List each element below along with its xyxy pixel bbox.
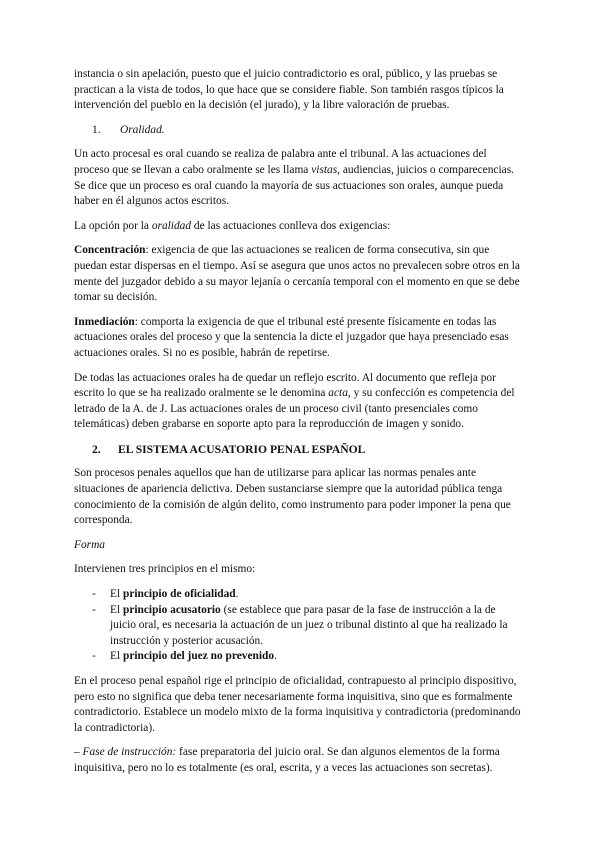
bullet-dash: -	[92, 588, 96, 601]
emphasis: – Fase de instrucción:	[74, 746, 177, 759]
emphasis: vistas	[311, 163, 338, 176]
emphasis: oralidad	[151, 219, 192, 232]
paragraph-procesos-penales: Son procesos penales aquellos que han de utilizarse para aplicar las normas penales ante situaciones de apariencia delictiva. Deben sustanciarse siempre que la autoridad pública tenga conocimiento de la comisión de algún delito, como instrumento para poder imponer la pena que corresponda.	[74, 467, 511, 527]
list-item	[74, 587, 524, 603]
heading-sistema-acusatorio	[74, 442, 524, 458]
list-item-text	[110, 603, 524, 650]
bullet-dash: -	[92, 650, 96, 663]
heading-oralidad	[74, 123, 524, 139]
text-run: : comporta la exigencia de que el tribunal esté presente físicamente en todas las actuaciones orales del proceso y que la sentencia la dicte el juzgador que haya presenciado esas actuaciones orales. Si no es posible, habrán de repetirse.	[74, 315, 509, 359]
list-item	[74, 603, 524, 650]
paragraph-opcion	[74, 219, 524, 235]
paragraph-principios: Intervienen tres principios en el mismo:	[74, 563, 256, 576]
text-run: La opción por la	[74, 219, 152, 232]
term-bold: principio de oficialidad	[122, 588, 236, 601]
heading-text: Oralidad.	[120, 123, 165, 136]
text-run: Un acto procesal es oral cuando se realiza de palabra ante el tribunal. A las actuaciones del proceso que se llevan a cabo oralmente se les llama	[74, 148, 487, 176]
text-run: , y su confección es competencia del letrado de la A. de J. Las actuaciones orales de un proceso civil (tanto presenciales como telemáticas) deben grabarse en soporte apto para la reproducción de imagen y sonido.	[74, 387, 515, 431]
paragraph-forma	[74, 538, 524, 554]
emphasis: Forma	[74, 538, 106, 551]
term-bold: Inmediación	[74, 315, 135, 328]
text-run: : exigencia de que las actuaciones se realicen de forma consecutiva, sin que puedan estar dispersas en el tiempo. Así se asegura que unos actos no prevalecen sobre otros en la mente del juzgador debido a su mayor lejanía o cercanía temporal con el momento en que se debe tomar su decisión.	[74, 244, 520, 304]
emphasis: acta	[328, 387, 348, 400]
paragraph-acto-oral	[74, 147, 524, 209]
text-run: .	[274, 650, 277, 663]
paragraph-inmediacion	[74, 315, 524, 362]
paragraph-concentracion	[74, 243, 524, 305]
text-run: .	[235, 588, 239, 601]
document-body	[74, 67, 524, 786]
text-run: fase preparatoria del juicio oral. Se dan algunos elementos de la forma inquisitiva, pero no lo es totalmente (es oral, escrita, y a veces las actuaciones son secretas).	[74, 746, 500, 774]
paragraph-fase-instruccion	[74, 745, 524, 776]
text-run: de las actuaciones conlleva dos exigencias:	[191, 219, 391, 232]
term-bold: principio acusatorio	[122, 603, 221, 616]
list-item	[74, 649, 524, 665]
term-bold: Concentración	[74, 244, 146, 257]
text-run: El	[110, 650, 123, 663]
list-item-text	[110, 649, 524, 665]
paragraph-oficialidad: En el proceso penal español rige el principio de oficialidad, contrapuesto al principio dispositivo, pero esto no significa que deba tener necesariamente forma inquisitiva, sino que es formalmente contradictorio. Establece un modelo mixto de la forma inquisitiva y contradictoria (predominando la contradictoria).	[74, 675, 521, 734]
text-run: El	[110, 588, 123, 601]
text-run: , audiencias, juicios o comparecencias. Se dice que un proceso es oral cuando la mayoría de sus actuaciones son orales, aunque pueda haber en él algunos actos escritos.	[74, 163, 514, 208]
text-run: (se establece que para pasar de la fase de instrucción a la de juicio oral, es necesaria la actuación de un juez o tribunal distinto al que ha realizado la instrucción y posterior acusación.	[110, 603, 508, 647]
heading-number: 2.	[92, 442, 101, 456]
list-item-text	[110, 587, 524, 603]
principles-list	[74, 587, 524, 665]
text-run: El	[110, 603, 123, 616]
bullet-dash: -	[92, 603, 96, 616]
paragraph-intro: instancia o sin apelación, puesto que el juicio contradictorio es oral, público, y las pruebas se practican a la vista de todos, lo que hace que se considere fiable. Son también rasgos típicos la intervención del pueblo en la decisión (el jurado), y la libre valoración de pruebas.	[74, 68, 504, 112]
heading-number: 1.	[92, 123, 101, 136]
text-run: De todas las actuaciones orales ha de quedar un reflejo escrito. Al documento que refleja por escrito lo que se ha realizado oralmente se le denomina	[74, 371, 496, 400]
paragraph-acta	[74, 371, 524, 433]
term-bold: principio del juez no prevenido	[122, 650, 275, 663]
heading-text: EL SISTEMA ACUSATORIO PENAL ESPAÑOL	[118, 442, 366, 456]
